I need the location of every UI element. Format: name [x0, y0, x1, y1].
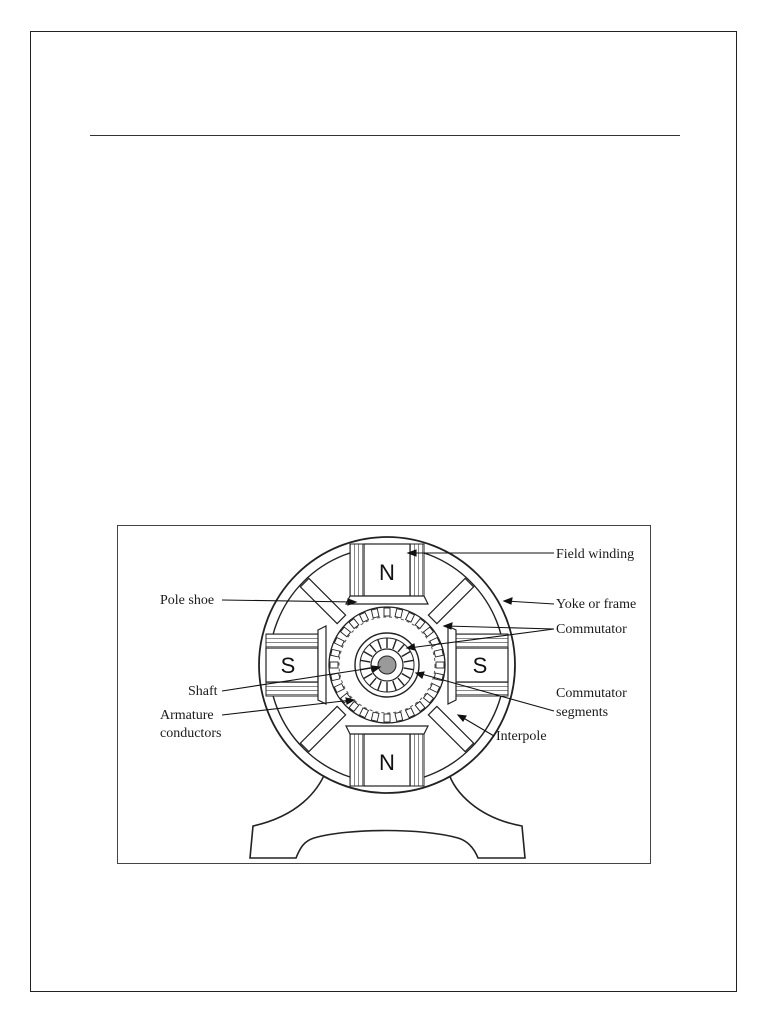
- pole-letter-left: S: [280, 653, 296, 678]
- label-interpole: Interpole: [496, 729, 547, 744]
- label-field-winding: Field winding: [556, 547, 635, 562]
- header-rule: [90, 135, 680, 136]
- armature-slot: [436, 662, 444, 668]
- left-main-pole: [266, 626, 326, 704]
- label-pole-shoe: Pole shoe: [160, 593, 215, 608]
- label-shaft: Shaft: [188, 684, 218, 699]
- shaft: [378, 656, 396, 674]
- armature-slot: [330, 662, 338, 668]
- pole-letter-right: S: [472, 653, 488, 678]
- armature-slot: [395, 712, 403, 721]
- dc-machine-figure: [117, 525, 651, 864]
- pole-letter-top: N: [379, 560, 395, 585]
- label-commutator-segments-line2: segments: [556, 705, 609, 720]
- pole-letter-bottom: N: [379, 750, 395, 775]
- armature-slot: [384, 608, 390, 616]
- label-armature-line1: Armature: [160, 708, 214, 723]
- armature-slot: [371, 712, 379, 721]
- armature-slot: [331, 649, 340, 657]
- label-commutator-segments-line1: Commutator: [556, 686, 627, 701]
- label-yoke-or-frame: Yoke or frame: [556, 597, 637, 612]
- armature-slot: [395, 609, 403, 618]
- dc-machine-diagram: [118, 526, 652, 865]
- armature-slot: [384, 714, 390, 722]
- label-commutator: Commutator: [556, 622, 627, 637]
- armature-slot: [371, 609, 379, 618]
- label-armature-line2: conductors: [160, 726, 222, 741]
- armature-slot: [434, 649, 443, 657]
